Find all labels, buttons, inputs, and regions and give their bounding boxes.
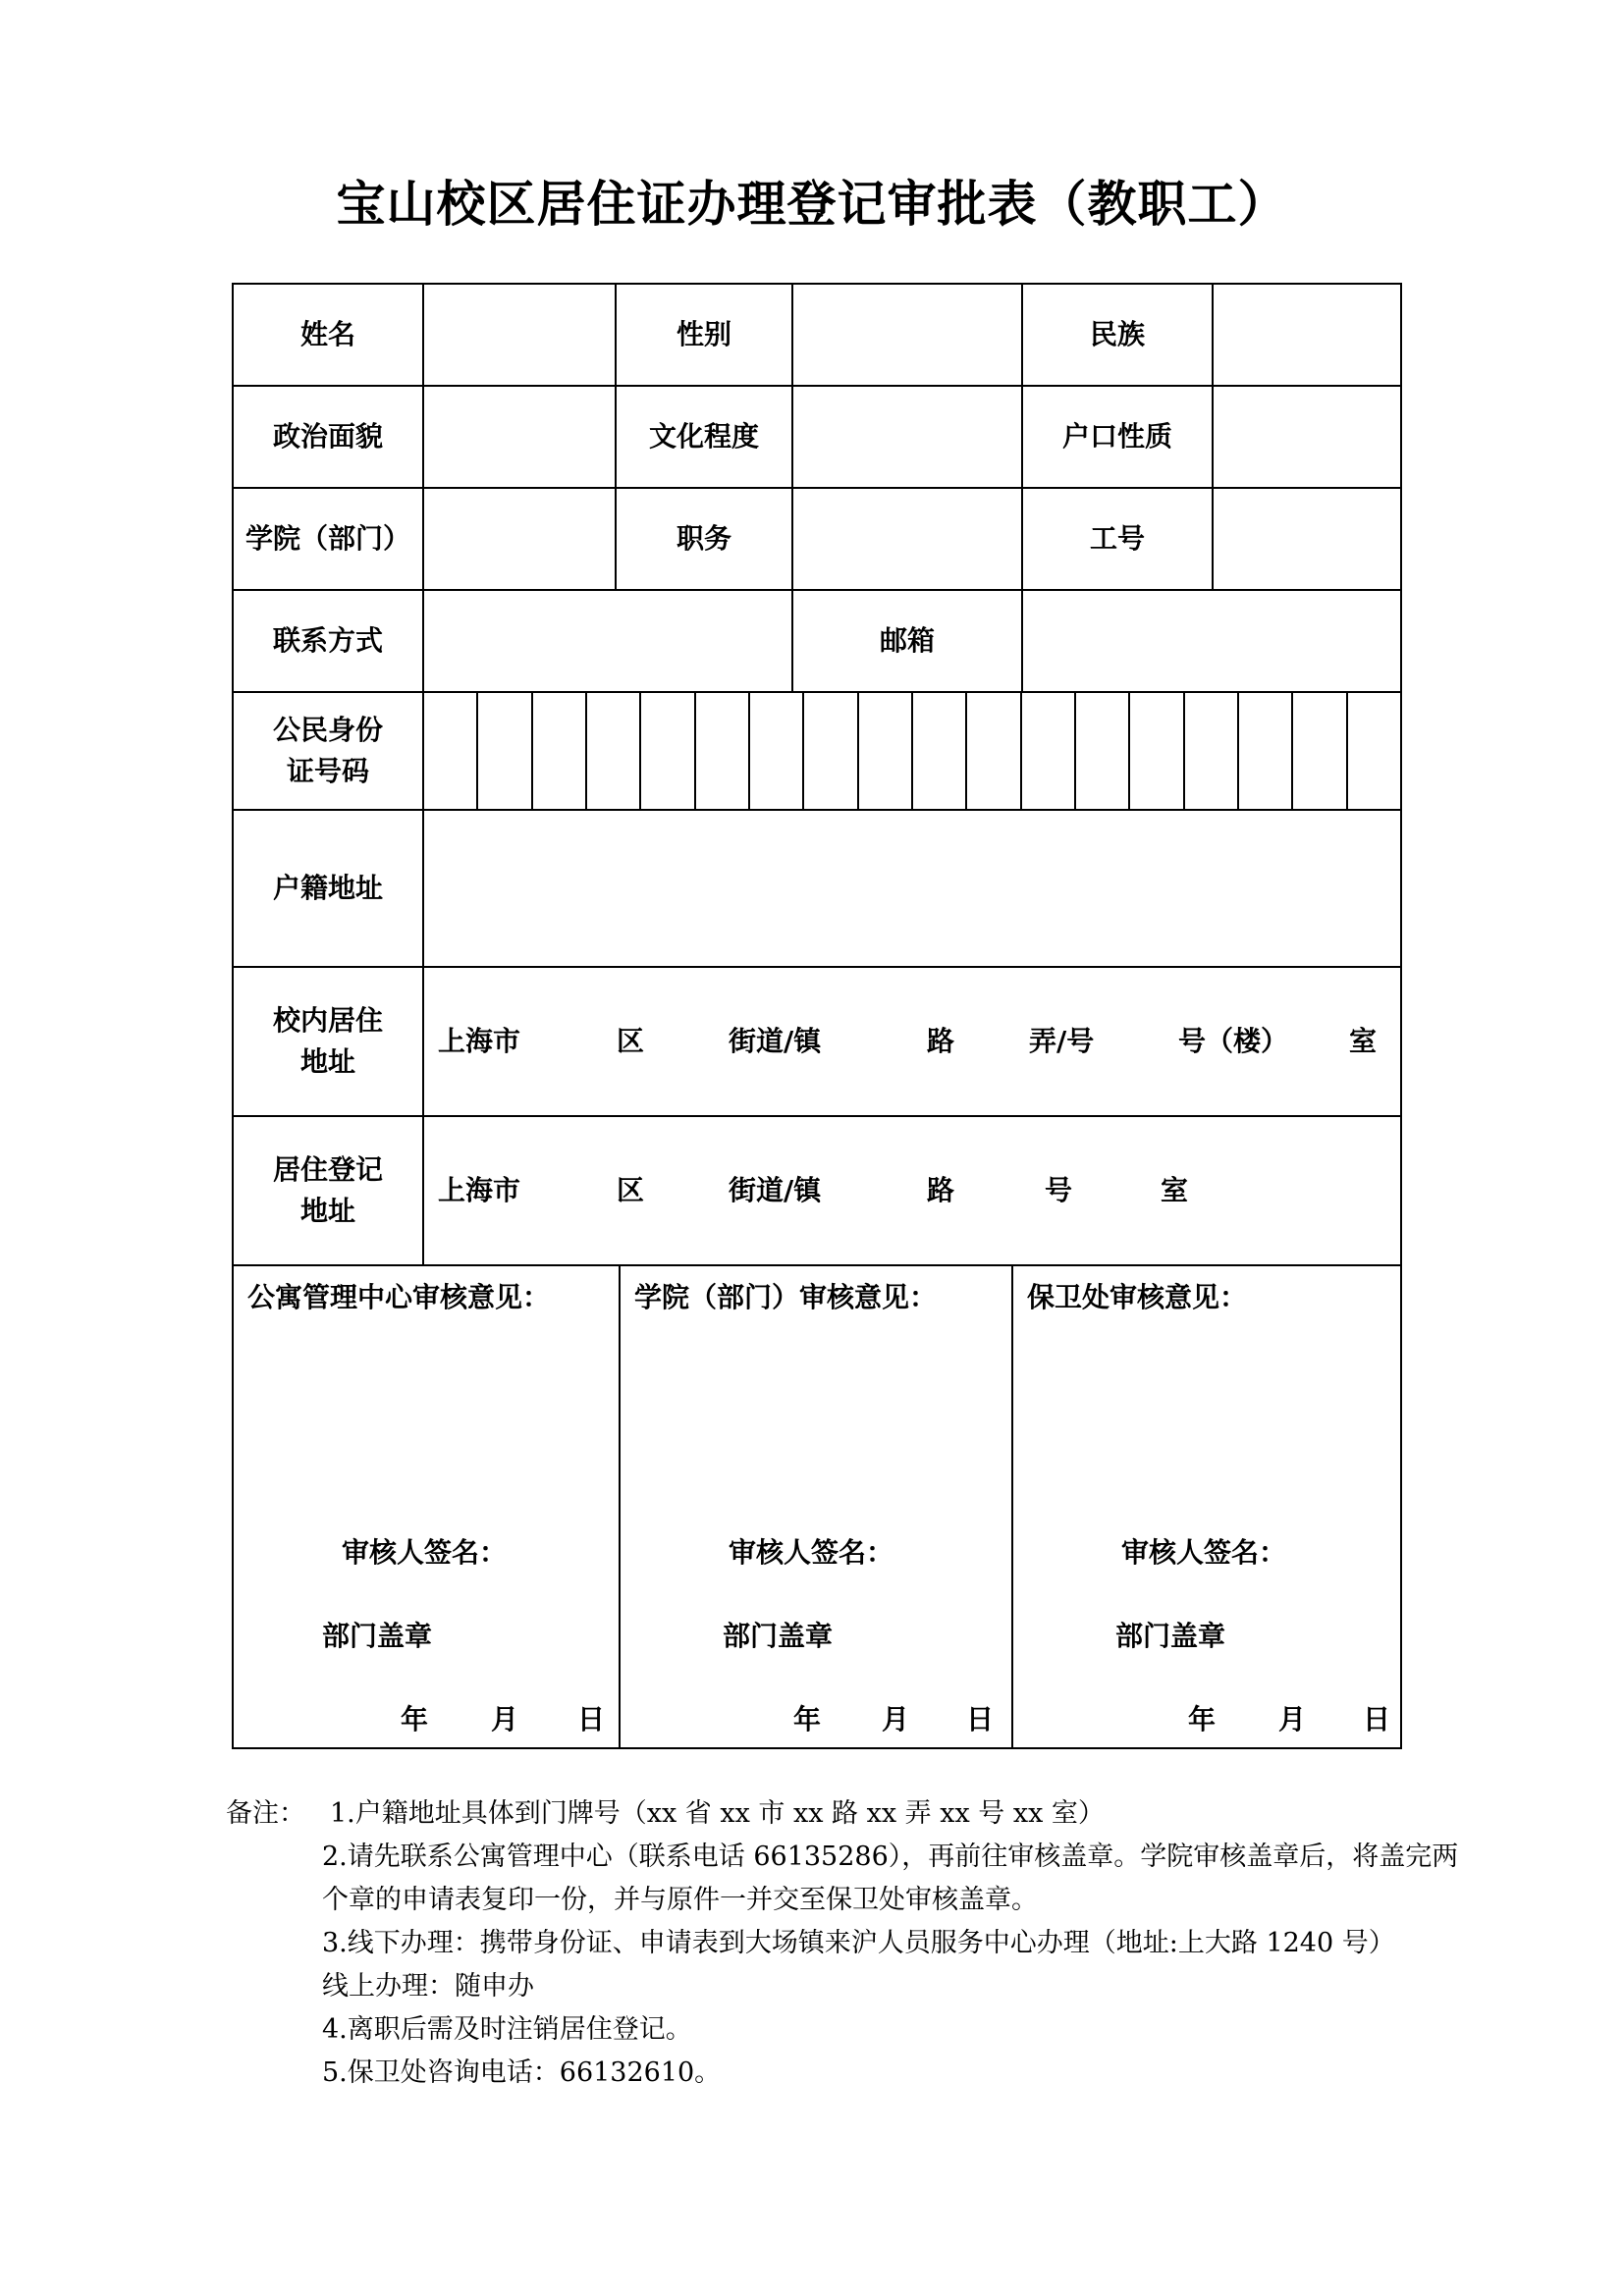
position-label: 职务	[617, 489, 793, 589]
gender-field[interactable]	[793, 285, 1023, 385]
college-label: 学院（部门）	[234, 489, 424, 589]
id-digit-cell[interactable]	[913, 693, 967, 809]
name-label: 姓名	[234, 285, 424, 385]
registration-form	[232, 283, 1402, 1749]
review-year: 年	[1188, 1703, 1217, 1735]
row-campus-address	[234, 968, 1400, 1117]
review-title: 保卫处审核意见：	[1027, 1281, 1248, 1313]
reg-district: 区	[617, 1174, 645, 1206]
education-field[interactable]	[793, 387, 1023, 487]
registration-address-label: 居住登记地址	[234, 1117, 424, 1264]
position-field[interactable]	[793, 489, 1023, 589]
row-reviews	[234, 1266, 1400, 1747]
review-title: 学院（部门）审核意见：	[634, 1281, 938, 1313]
name-field[interactable]	[424, 285, 617, 385]
campus-address-label: 校内居住地址	[234, 968, 424, 1115]
hukou-type-field[interactable]	[1214, 387, 1400, 487]
reg-road: 路	[927, 1174, 955, 1206]
hukou-type-label: 户口性质	[1023, 387, 1214, 487]
id-digit-cell[interactable]	[478, 693, 532, 809]
email-label: 邮箱	[793, 591, 1023, 691]
row-id-number	[234, 693, 1400, 811]
registration-address-field[interactable]	[424, 1117, 1400, 1264]
campus-room: 室	[1349, 1025, 1378, 1057]
id-digit-cell[interactable]	[1185, 693, 1239, 809]
review-college[interactable]	[621, 1266, 1013, 1747]
review-month: 月	[1278, 1703, 1307, 1735]
reviewer-signature-label: 审核人签名：	[1121, 1536, 1287, 1569]
note-item: 5.保卫处咨询电话：66132610。	[322, 2057, 722, 2088]
row-basic-3	[234, 489, 1400, 591]
campus-lane: 弄/号	[1029, 1025, 1095, 1057]
note-item: 4.离职后需及时注销居住登记。	[322, 2014, 692, 2045]
id-digit-cell[interactable]	[1022, 693, 1076, 809]
reviewer-signature-label: 审核人签名：	[342, 1536, 508, 1569]
staff-id-field[interactable]	[1214, 489, 1400, 589]
department-stamp-label: 部门盖章	[723, 1620, 834, 1652]
reg-street: 街道/镇	[729, 1174, 822, 1206]
reg-city: 上海市	[438, 1174, 521, 1206]
row-basic-2	[234, 387, 1400, 489]
contact-field[interactable]	[424, 591, 793, 691]
note-item: 线上办理：随申办	[322, 1971, 534, 2002]
reviewer-signature-label: 审核人签名：	[729, 1536, 894, 1569]
ethnicity-field[interactable]	[1214, 285, 1400, 385]
id-digit-cell[interactable]	[1293, 693, 1347, 809]
id-number-label: 公民身份证号码	[234, 693, 424, 809]
row-basic-1	[234, 285, 1400, 387]
id-number-cells[interactable]	[424, 693, 1400, 809]
note-item: 个章的申请表复印一份，并与原件一并交至保卫处审核盖章。	[322, 1885, 1038, 1915]
id-digit-cell[interactable]	[1076, 693, 1130, 809]
campus-building: 号（楼）	[1178, 1025, 1289, 1057]
id-digit-cell[interactable]	[967, 693, 1021, 809]
hukou-address-field[interactable]	[424, 811, 1400, 966]
campus-city: 上海市	[438, 1025, 521, 1057]
ethnicity-label: 民族	[1023, 285, 1214, 385]
id-digit-cell[interactable]	[1239, 693, 1293, 809]
id-digit-cell[interactable]	[587, 693, 641, 809]
id-digit-cell[interactable]	[641, 693, 695, 809]
review-day: 日	[966, 1703, 995, 1735]
review-year: 年	[401, 1703, 429, 1735]
id-digit-cell[interactable]	[1348, 693, 1400, 809]
id-digit-cell[interactable]	[1130, 693, 1184, 809]
review-security-office[interactable]	[1013, 1266, 1400, 1747]
note-item: 1.户籍地址具体到门牌号（xx 省 xx 市 xx 路 xx 弄 xx 号 xx 室）	[330, 1798, 1105, 1829]
department-stamp-label: 部门盖章	[322, 1620, 433, 1652]
row-contact	[234, 591, 1400, 693]
review-year: 年	[793, 1703, 822, 1735]
note-item: 3.线下办理：携带身份证、申请表到大场镇来沪人员服务中心办理（地址:上大路 1240 号）	[322, 1928, 1395, 1958]
education-label: 文化程度	[617, 387, 793, 487]
hukou-address-label: 户籍地址	[234, 811, 424, 966]
id-digit-cell[interactable]	[804, 693, 858, 809]
review-day: 日	[577, 1703, 606, 1735]
political-field[interactable]	[424, 387, 617, 487]
review-month: 月	[882, 1703, 910, 1735]
email-field[interactable]	[1023, 591, 1400, 691]
id-digit-cell[interactable]	[533, 693, 587, 809]
id-digit-cell[interactable]	[696, 693, 750, 809]
campus-address-field[interactable]	[424, 968, 1400, 1115]
notes-label: 备注：	[226, 1798, 305, 1829]
campus-road: 路	[927, 1025, 955, 1057]
review-title: 公寓管理中心审核意见：	[247, 1281, 551, 1313]
page-title: 宝山校区居住证办理登记审批表（教职工）	[336, 175, 1288, 233]
department-stamp-label: 部门盖章	[1115, 1620, 1226, 1652]
political-label: 政治面貌	[234, 387, 424, 487]
id-digit-cell[interactable]	[424, 693, 478, 809]
id-digit-cell[interactable]	[750, 693, 804, 809]
college-field[interactable]	[424, 489, 617, 589]
review-day: 日	[1363, 1703, 1391, 1735]
row-registration-address	[234, 1117, 1400, 1266]
gender-label: 性别	[617, 285, 793, 385]
reg-number: 号	[1045, 1174, 1073, 1206]
campus-district: 区	[617, 1025, 645, 1057]
review-month: 月	[491, 1703, 519, 1735]
row-hukou-address	[234, 811, 1400, 968]
id-digit-cell[interactable]	[859, 693, 913, 809]
note-item: 2.请先联系公寓管理中心（联系电话 66135286），再前往审核盖章。学院审核盖章后，将盖完两	[322, 1842, 1459, 1872]
reg-room: 室	[1161, 1174, 1189, 1206]
review-apartment-center[interactable]	[234, 1266, 621, 1747]
contact-label: 联系方式	[234, 591, 424, 691]
campus-street: 街道/镇	[729, 1025, 822, 1057]
staff-id-label: 工号	[1023, 489, 1214, 589]
